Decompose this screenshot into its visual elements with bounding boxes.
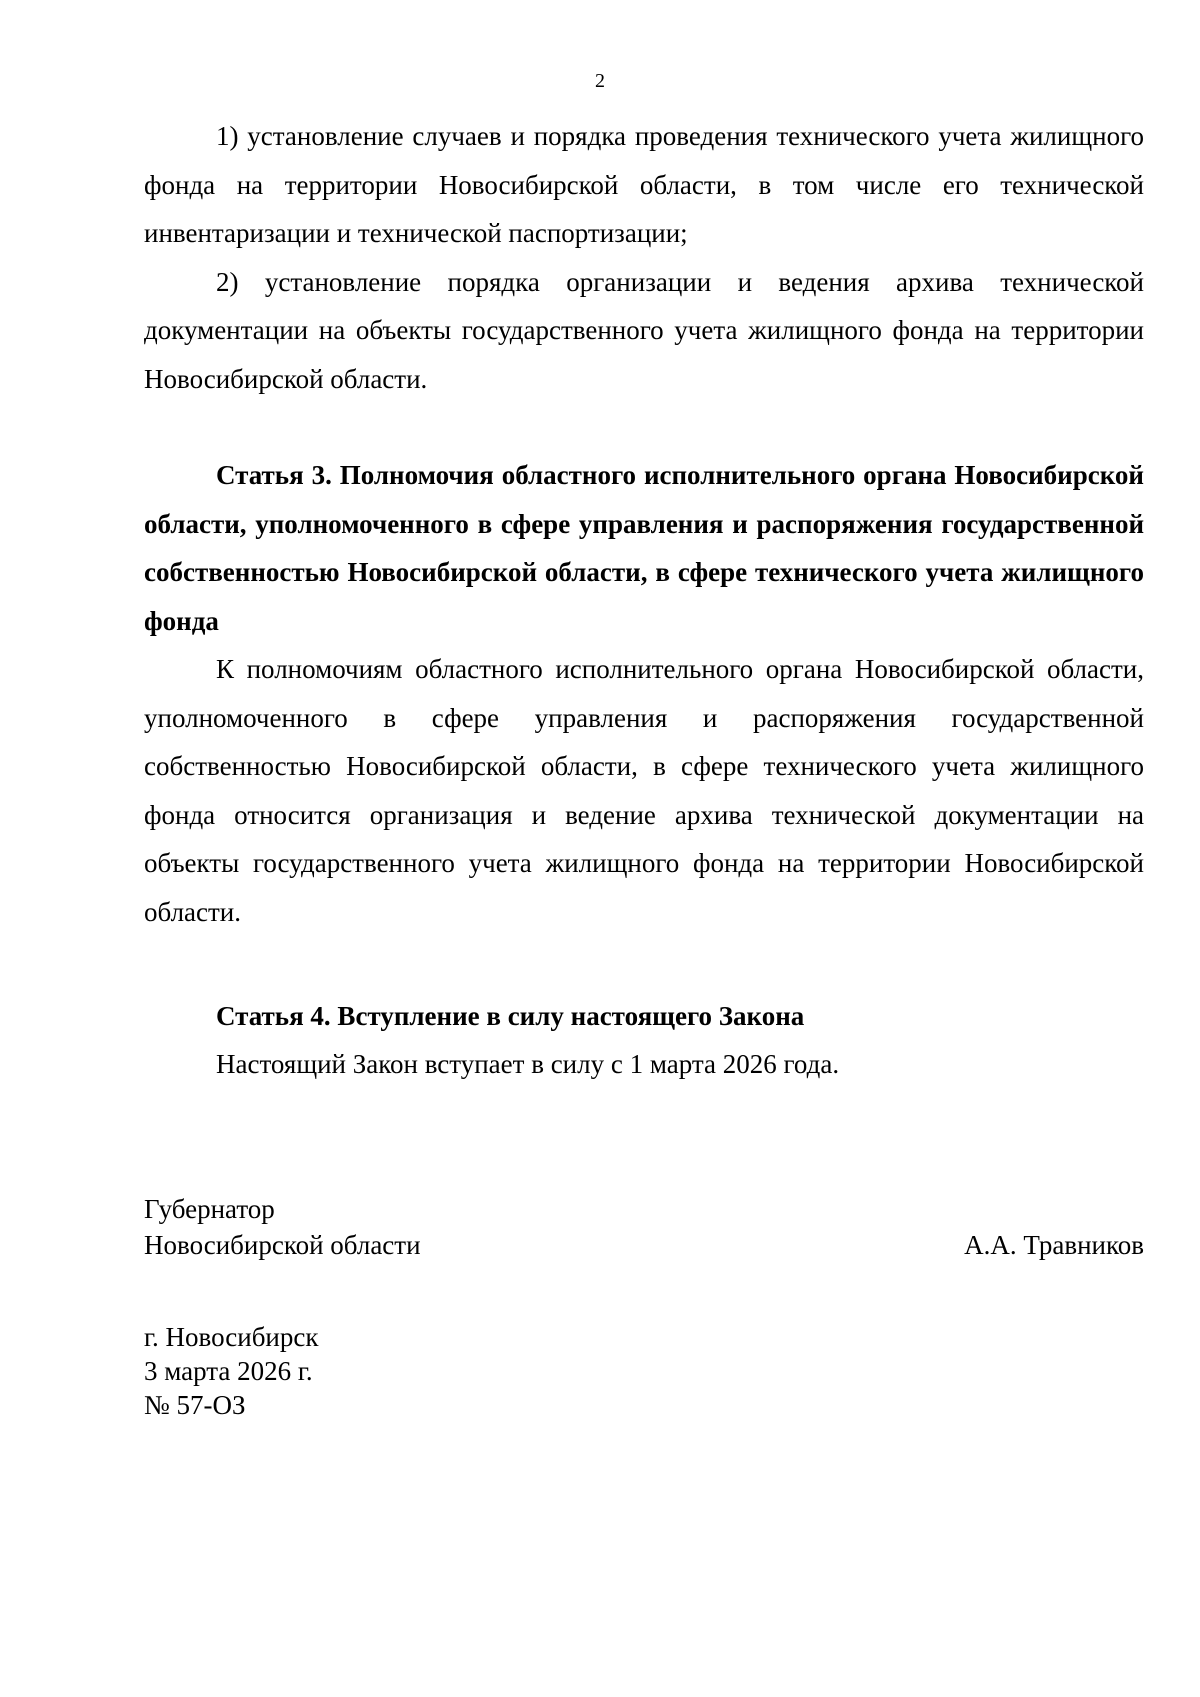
article-3-heading: Статья 3. Полномочия областного исполнительного органа Новосибирской области, уполномоченного в сфере управления и распоряжения государственной собственностью Новосибирской области, в сфере технического учета жилищного фонда <box>144 460 1144 636</box>
article-4-heading: Статья 4. Вступление в силу настоящего Закона <box>216 1001 805 1031</box>
signing-date: 3 марта 2026 г. <box>144 1356 313 1386</box>
signing-place: г. Новосибирск <box>144 1322 319 1352</box>
signatory-title-line-1: Губернатор <box>144 1194 275 1224</box>
document-body <box>144 112 1144 936</box>
list-item-2: 2) установление порядка организации и ведения архива технической документации на объекты государственного учета жилищного фонда на территории Новосибирской области. <box>144 266 1144 394</box>
article-3-text: К полномочиям областного исполнительного органа Новосибирской области, уполномоченного в сфере управления и распоряжения государственной собственностью Новосибирской области, в сфере технического учета жилищного фонда относится организация и ведение архива технической документации на объекты государственного учета жилищного фонда на территории Новосибирской области. <box>144 654 1144 927</box>
article-4-text: Настоящий Закон вступает в силу с 1 марта 2026 года. <box>216 1049 840 1079</box>
law-number: № 57-ОЗ <box>144 1390 246 1420</box>
page-number: 2 <box>595 70 605 92</box>
signatory-name: А.А. Травников <box>964 1230 1144 1260</box>
signatory-title-line-2: Новосибирской области <box>144 1230 421 1260</box>
list-item-1: 1) установление случаев и порядка проведения технического учета жилищного фонда на территории Новосибирской области, в том числе его технической инвентаризации и технической паспортизации; <box>144 121 1144 248</box>
section-spacer <box>144 403 1144 451</box>
